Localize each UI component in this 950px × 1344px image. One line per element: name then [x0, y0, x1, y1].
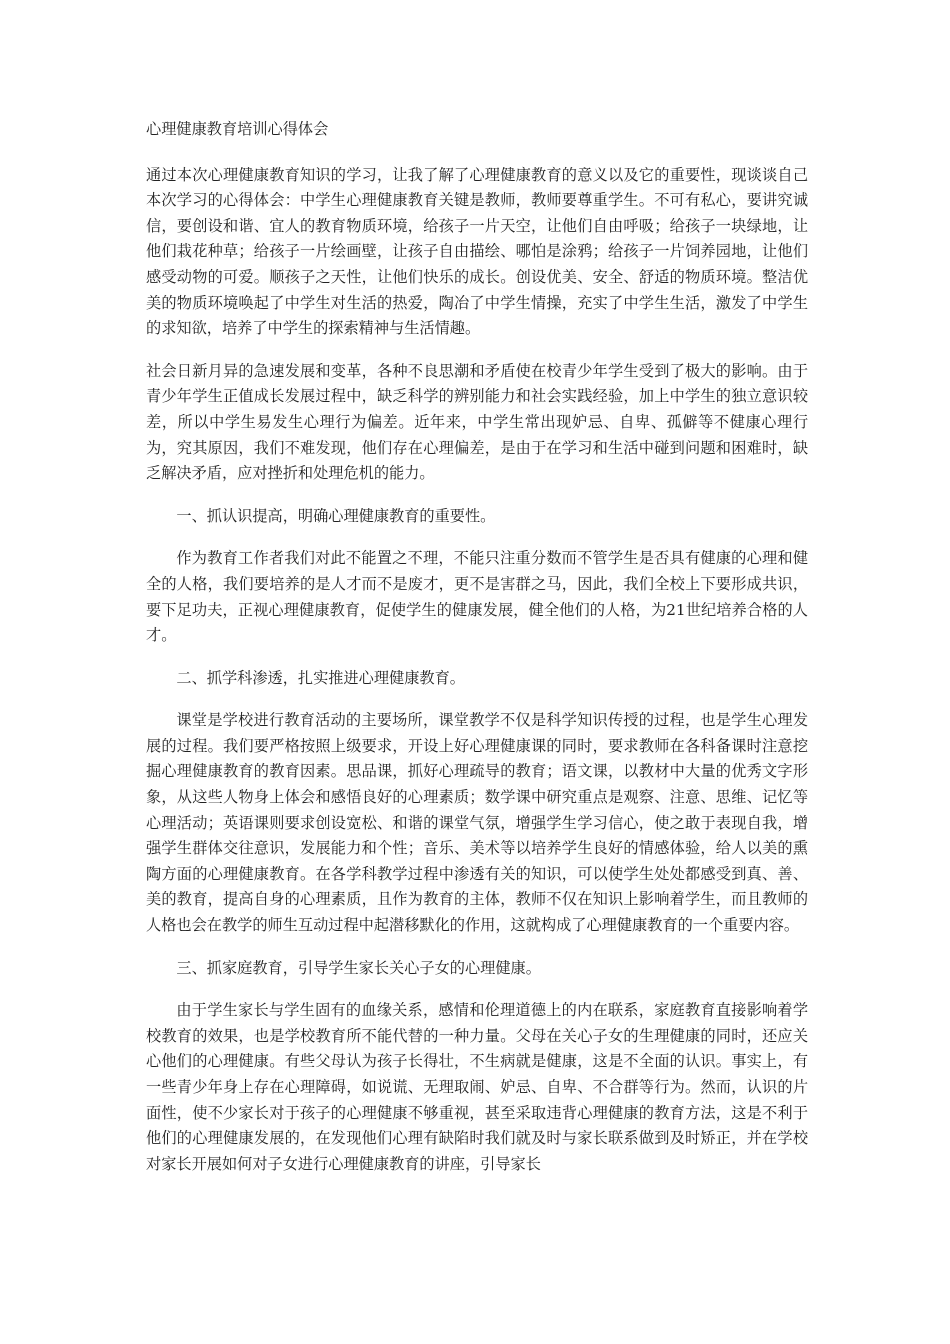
section-heading-1: 一、抓认识提高，明确心理健康教育的重要性。: [176, 506, 496, 525]
paragraph-background: 社会日新月异的急速发展和变革，各种不良思潮和矛盾使在校青少年学生受到了极大的影响。由于青少年学生正值成长发展过程中，缺乏科学的辨别能力和社会实践经验，加上中学生的独立意识较差，所以中学生易发生心理行为偏差。近年来，中学生常出现妒忌、自卑、孤僻等不健康心理行为，究其原因，我们不难发现，他们存在心理偏差，是由于在学习和生活中碰到问题和困难时，缺乏解决矛盾，应对挫折和处理危机的能力。: [146, 361, 808, 483]
paragraph-section-2: 课堂是学校进行教育活动的主要场所，课堂教学不仅是科学知识传授的过程，也是学生心理发展的过程。我们要严格按照上级要求，开设上好心理健康课的同时，要求教师在各科备课时注意挖掘心理健康教育的教育因素。思品课，抓好心理疏导的教育；语文课，以教材中大量的优秀文字形象，从这些人物身上体会和感悟良好的心理素质；数学课中研究重点是观察、注意、思维、记忆等心理活动；英语课则要求创设宽松、和谐的课堂气氛，增强学生学习信心，使之敢于表现自我，增强学生群体交往意识，发展能力和个性；音乐、美术等以培养学生良好的情感体验，给人以美的熏陶方面的心理健康教育。在各学科教学过程中渗透有关的知识，可以使学生处处都感受到真、善、美的教育，提高自身的心理素质，且作为教育的主体，教师不仅在知识上影响着学生，而且教师的人格也会在教学的师生互动过程中起潜移默化的作用，这就构成了心理健康教育的一个重要内容。: [146, 711, 808, 935]
paragraph-section-3: 由于学生家长与学生固有的血缘关系，感情和伦理道德上的内在联系，家庭教育直接影响着学校教育的效果，也是学校教育所不能代替的一种力量。父母在关心子女的生理健康的同时，还应关心他们的心理健康。有些父母认为孩子长得壮，不生病就是健康，这是不全面的认识。事实上，有一些青少年身上存在心理障碍，如说谎、无理取闹、妒忌、自卑、不合群等行为。然而，认识的片面性，使不少家长对于孩子的心理健康不够重视，甚至采取违背心理健康的教育方法，这是不利于他们的心理健康发展的，在发现他们心理有缺陷时我们就及时与家长联系做到及时矫正，并在学校对家长开展如何对子女进行心理健康教育的讲座，引导家长: [146, 1001, 808, 1173]
document-body: [146, 117, 808, 1194]
section-heading-2: 二、抓学科渗透，扎实推进心理健康教育。: [176, 668, 465, 687]
paragraph-intro: 通过本次心理健康教育知识的学习，让我了解了心理健康教育的意义以及它的重要性，现谈谈自己本次学习的心得体会：中学生心理健康教育关键是教师，教师要尊重学生。不可有私心，要讲究诚信，要创设和谐、宜人的教育物质环境，给孩子一片天空，让他们自由呼吸；给孩子一块绿地，让他们栽花种草；给孩子一片绘画壁，让孩子自由描绘、哪怕是涂鸦；给孩子一片饲养园地，让他们感受动物的可爱。顺孩子之天性，让他们快乐的成长。创设优美、安全、舒适的物质环境。整洁优美的物质环境唤起了中学生对生活的热爱，陶冶了中学生情操，充实了中学生生活，激发了中学生的求知欲，培养了中学生的探索精神与生活情趣。: [146, 165, 808, 338]
section-heading-3: 三、抓家庭教育，引导学生家长关心子女的心理健康。: [176, 958, 541, 977]
paragraph-section-1: 作为教育工作者我们对此不能置之不理，不能只注重分数而不管学生是否具有健康的心理和健全的人格，我们要培养的是人才而不是废才，更不是害群之马，因此，我们全校上下要形成共识，要下足功夫，正视心理健康教育，促使学生的健康发展，健全他们的人格，为21世纪培养合格的人才。: [146, 549, 808, 645]
document-title: 心理健康教育培训心得体会: [146, 120, 329, 138]
